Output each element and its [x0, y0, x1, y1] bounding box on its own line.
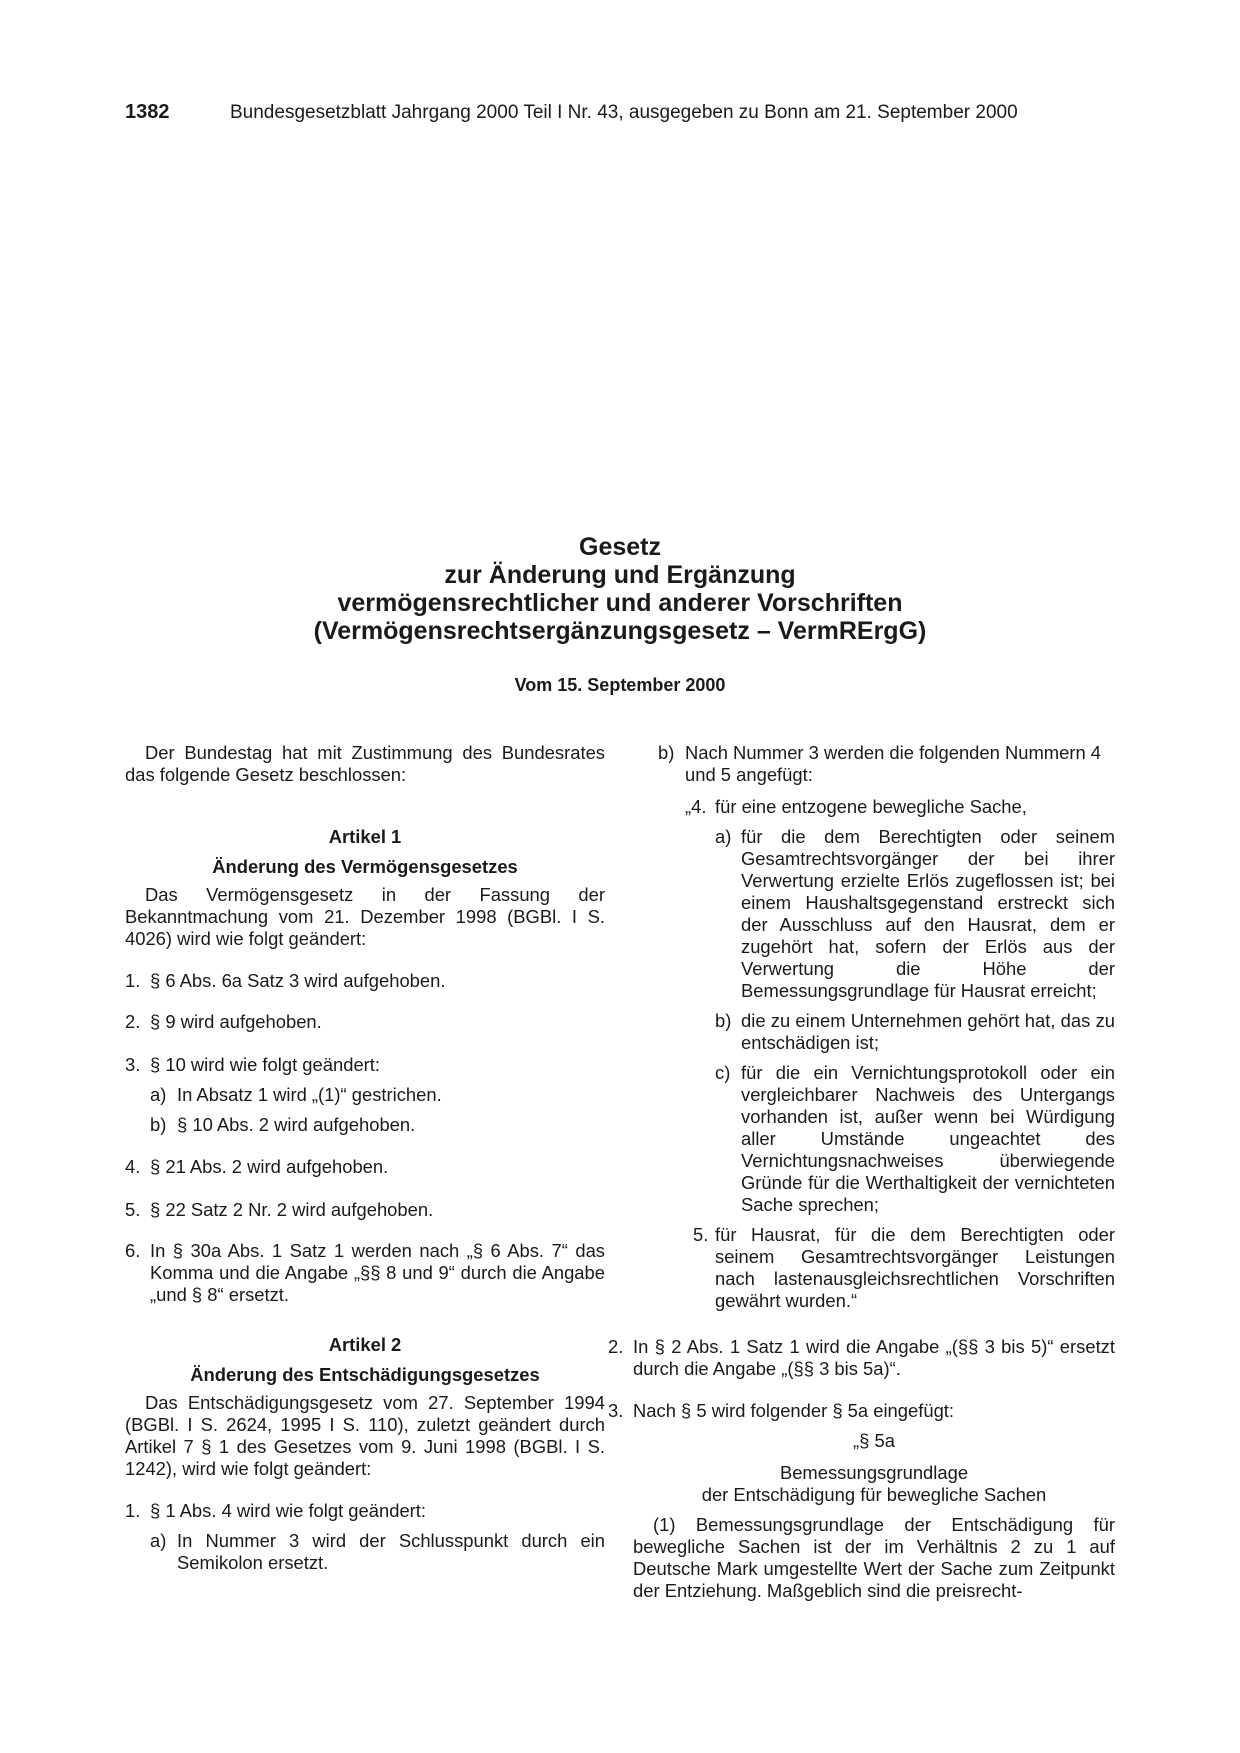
item-number: a): [150, 1084, 167, 1105]
page-number: 1382: [125, 101, 170, 123]
item-text: für Hausrat, für die dem Berechtigten oder seinem Gesamtrechtsvorgänger Leistungen nach lastenausgleichsrechtlichen Vorschriften gewährt wurden.“: [715, 1224, 1115, 1311]
list-item: [150, 1084, 605, 1106]
list-item: [150, 1530, 605, 1574]
item-number: b): [150, 1114, 167, 1135]
list-item: [125, 1240, 605, 1306]
list-item: [715, 1062, 1115, 1216]
list-item: [125, 970, 605, 992]
article-1-subheading: Änderung des Vermögensgesetzes: [212, 856, 518, 877]
list-item: [125, 1156, 605, 1178]
title-line-2: zur Änderung und Ergänzung: [444, 561, 796, 589]
item-number: „4.: [685, 796, 707, 817]
law-date: Vom 15. September 2000: [514, 675, 726, 695]
title-line-3: vermögensrechtlicher und anderer Vorschriften: [337, 589, 903, 617]
item-number: 5.: [125, 1199, 141, 1220]
title-line-1: Gesetz: [579, 533, 661, 561]
article-2-heading: Artikel 2: [328, 1334, 402, 1355]
list-item: [125, 1011, 605, 1033]
item-number: 2.: [125, 1011, 141, 1032]
item-text: für die ein Vernichtungsprotokoll oder ein vergleichbarer Nachweis des Untergangs vorhanden ist, außer wenn bei Würdigung aller Umstände ungeachtet des Vernichtungsnachweises überwiegende Gründe für die Werthaltigkeit der vernichteten Sache sprechen;: [741, 1062, 1115, 1215]
item-number: 3.: [608, 1400, 624, 1421]
left-column: [125, 742, 605, 1574]
item-text: In Absatz 1 wird „(1)“ gestrichen.: [177, 1084, 442, 1105]
item-text: § 21 Abs. 2 wird aufgehoben.: [150, 1156, 389, 1177]
paragraph-heading-1: Bemessungsgrundlage: [779, 1462, 969, 1483]
item-number: 4.: [125, 1156, 141, 1177]
item-text: In Nummer 3 wird der Schlusspunkt durch ein Semikolon ersetzt.: [177, 1530, 605, 1573]
paragraph-label: „§ 5a: [853, 1430, 895, 1451]
title-line-4: (Vermögensrechtsergänzungsgesetz – VermRErgG): [313, 617, 927, 645]
article-1-heading: Artikel 1: [328, 826, 402, 847]
item-text: § 1 Abs. 4 wird wie folgt geändert:: [150, 1500, 427, 1521]
item-number: 2.: [608, 1336, 624, 1357]
item-text: § 10 wird wie folgt geändert:: [150, 1054, 381, 1075]
item-number: a): [150, 1530, 167, 1551]
right-column: [608, 742, 1115, 1602]
item-number: 6.: [125, 1240, 141, 1261]
item-text: § 10 Abs. 2 wird aufgehoben.: [177, 1114, 416, 1135]
article-2-intro: Das Entschädigungsgesetz vom 27. September 1994 (BGBl. I S. 2624, 1995 I S. 110), zuletzt geändert durch Artikel 7 § 1 des Gesetzes vom 9. Juni 1998 (BGBl. I S. 1242), wird wie folgt geändert:: [125, 1392, 605, 1479]
list-item: [150, 1114, 605, 1136]
list-item: [125, 1199, 605, 1221]
list-item: [685, 796, 1115, 818]
item-number: 1.: [125, 970, 141, 991]
item-number: b): [715, 1010, 732, 1031]
item-text: § 22 Satz 2 Nr. 2 wird aufgehoben.: [150, 1199, 434, 1220]
list-item: [125, 1500, 605, 1522]
item-number: 3.: [125, 1054, 141, 1075]
article-2-subheading: Änderung des Entschädigungsgesetzes: [190, 1364, 540, 1385]
item-text: In § 2 Abs. 1 Satz 1 wird die Angabe „(§§ 3 bis 5)“ ersetzt durch die Angabe „(§§ 3 bis 5a)“.: [633, 1336, 1115, 1379]
paragraph-text: (1) Bemessungsgrundlage der Entschädigung für bewegliche Sachen ist der im Verhältnis 2 zu 1 auf Deutsche Mark umgestellte Wert der Sache zum Zeitpunkt der Entziehung. Maßgeblich sind die preisrecht-: [633, 1514, 1115, 1601]
list-item: [658, 742, 1115, 786]
item-number: 1.: [125, 1500, 141, 1521]
item-number: b): [658, 742, 675, 763]
list-item: [125, 1054, 605, 1076]
item-text: Nach Nummer 3 werden die folgenden Nummern 4 und 5 angefügt:: [685, 742, 1102, 785]
article-1-intro: Das Vermögensgesetz in der Fassung der Bekanntmachung vom 21. Dezember 1998 (BGBl. I S. 4026) wird wie folgt geändert:: [125, 884, 605, 949]
page-header: [125, 100, 1125, 125]
item-text: für eine entzogene bewegliche Sache,: [715, 796, 1027, 817]
list-item: [715, 1010, 1115, 1054]
item-text: § 6 Abs. 6a Satz 3 wird aufgehoben.: [150, 970, 446, 991]
list-item: [693, 1224, 1115, 1312]
list-item: [715, 826, 1115, 1002]
list-item: [608, 1336, 1115, 1380]
item-number: a): [715, 826, 732, 847]
list-item: [608, 1400, 1115, 1422]
item-text: Nach § 5 wird folgender § 5a eingefügt:: [633, 1400, 955, 1421]
item-text: für die dem Berechtigten oder seinem Gesamtrechtsvorgänger der bei ihrer Verwertung erzielte Erlös zugeflossen ist; bei einem Haushaltsgegenstand erstreckt sich der Ausschluss auf den Hausrat, dem er zugehört hat, sofern der Erlös aus der Verwertung die Höhe der Bemessungsgrundlage für Hausrat erreicht;: [741, 826, 1115, 1001]
item-number: 5.: [693, 1224, 709, 1245]
item-text: In § 30a Abs. 1 Satz 1 werden nach „§ 6 Abs. 7“ das Komma und die Angabe „§§ 8 und 9“ durch die Angabe „und § 8“ ersetzt.: [150, 1240, 605, 1305]
item-text: die zu einem Unternehmen gehört hat, das zu entschädigen ist;: [741, 1010, 1115, 1053]
running-title: Bundesgesetzblatt Jahrgang 2000 Teil I Nr. 43, ausgegeben zu Bonn am 21. September 2000: [230, 102, 1018, 123]
paragraph-heading-2: der Entschädigung für bewegliche Sachen: [701, 1484, 1047, 1505]
law-title: [0, 533, 1240, 696]
item-text: § 9 wird aufgehoben.: [150, 1011, 322, 1032]
enacting-clause: Der Bundestag hat mit Zustimmung des Bundesrates das folgende Gesetz beschlossen:: [125, 742, 605, 785]
item-number: c): [715, 1062, 731, 1083]
